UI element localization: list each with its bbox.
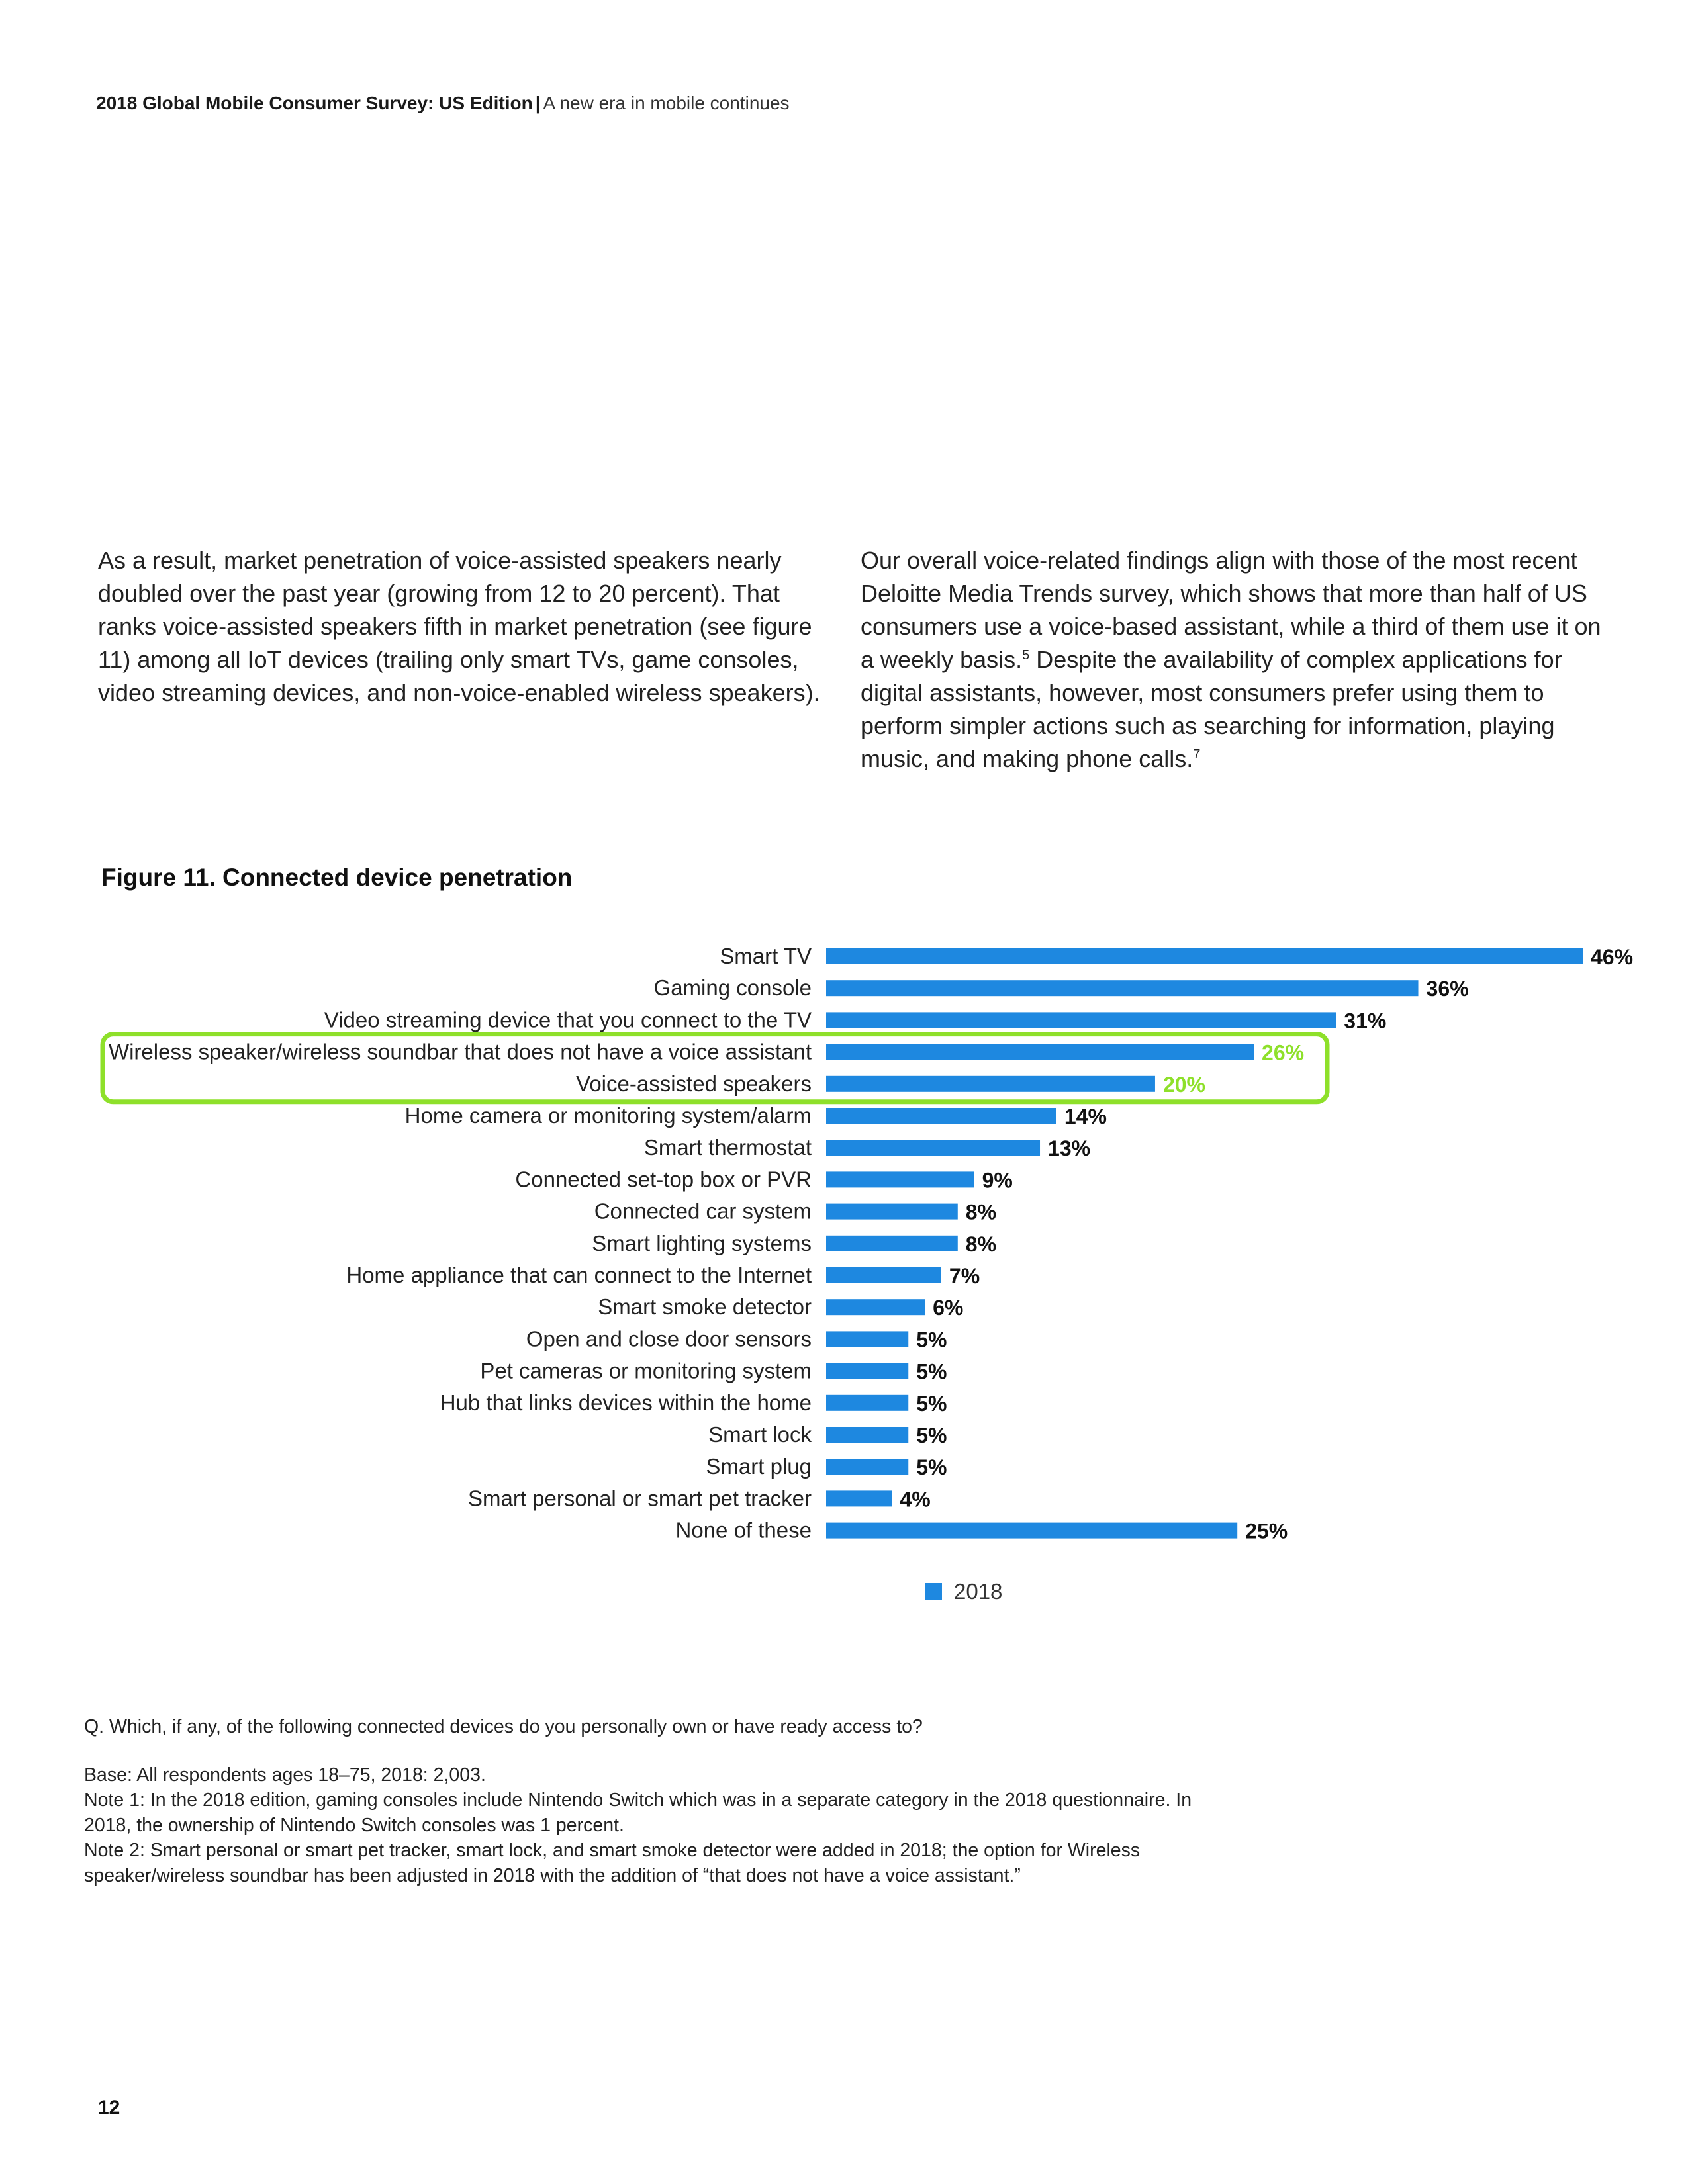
category-label-gaming-console: Gaming console <box>653 976 812 1001</box>
category-label-smart-personal-or-smart-pet-tracker: Smart personal or smart pet tracker <box>467 1486 812 1511</box>
value-label-none-of-these: 25% <box>1245 1519 1288 1543</box>
bar-smart-smoke-detector <box>826 1299 925 1315</box>
category-label-voice-assisted-speakers: Voice-assisted speakers <box>576 1071 812 1096</box>
figure-title: Figure 11. Connected device penetration <box>101 864 573 891</box>
bar-hub-that-links-devices-within-the-home <box>826 1395 908 1411</box>
category-label-pet-cameras-or-monitoring-system: Pet cameras or monitoring system <box>480 1358 812 1383</box>
category-label-video-streaming-device-that-you-connect-to-the-tv: Video streaming device that you connect to the TV <box>324 1007 812 1032</box>
value-label-home-camera-or-monitoring-system-alarm: 14% <box>1064 1105 1107 1128</box>
value-label-hub-that-links-devices-within-the-home: 5% <box>916 1391 947 1416</box>
category-label-home-camera-or-monitoring-system-alarm: Home camera or monitoring system/alarm <box>404 1103 812 1128</box>
category-label-smart-lighting-systems: Smart lighting systems <box>592 1230 812 1255</box>
bar-connected-car-system <box>826 1204 958 1220</box>
value-label-pet-cameras-or-monitoring-system: 5% <box>916 1359 947 1384</box>
legend-label-2018: 2018 <box>954 1579 1003 1604</box>
value-label-smart-lighting-systems: 8% <box>965 1232 997 1256</box>
bar-smart-thermostat <box>826 1140 1040 1156</box>
bar-gaming-console <box>826 980 1419 996</box>
bar-wireless-speaker-wireless-soundbar-that-does-not-have-a-voice-assistant <box>826 1044 1254 1060</box>
bar-home-appliance-that-can-connect-to-the-internet <box>826 1267 941 1283</box>
bar-smart-plug <box>826 1459 908 1475</box>
category-label-home-appliance-that-can-connect-to-the-internet: Home appliance that can connect to the Internet <box>346 1263 812 1287</box>
legend-swatch-2018 <box>925 1583 942 1600</box>
bar-smart-tv <box>826 948 1583 964</box>
page-number: 12 <box>98 2097 120 2118</box>
category-label-smart-plug: Smart plug <box>706 1454 812 1479</box>
bar-open-and-close-door-sensors <box>826 1331 908 1347</box>
value-label-home-appliance-that-can-connect-to-the-internet: 7% <box>949 1264 980 1288</box>
category-label-connected-set-top-box-or-pvr: Connected set-top box or PVR <box>515 1167 812 1192</box>
footnote-ref-7[interactable]: 7 <box>1193 747 1201 762</box>
header-separator: | <box>535 93 541 113</box>
bar-smart-personal-or-smart-pet-tracker <box>826 1490 892 1506</box>
note-1: Note 1: In the 2018 edition, gaming consoles include Nintendo Switch which was in a separate category in the 2018 questionnaire. In 2018, the ownership of Nintendo Switch consoles was 1 percent. <box>84 1790 1192 1836</box>
report-title: 2018 Global Mobile Consumer Survey: US Edition <box>96 93 533 113</box>
bar-voice-assisted-speakers <box>826 1076 1155 1092</box>
value-label-smart-thermostat: 13% <box>1048 1136 1091 1161</box>
bar-pet-cameras-or-monitoring-system <box>826 1363 908 1379</box>
survey-question: Q. Which, if any, of the following connected devices do you personally own or have ready access to? <box>84 1716 923 1737</box>
left-paragraph: As a result, market penetration of voice-assisted speakers nearly doubled over the past year (growing from 12 to 20 percent). That ranks voice-assisted speakers fifth in market penetration (see figure 11) among all IoT devices (trailing only smart TVs, game consoles, video streaming devices, and non-voice-enabled wireless speakers). <box>98 547 820 706</box>
category-label-connected-car-system: Connected car system <box>594 1199 812 1224</box>
category-label-smart-smoke-detector: Smart smoke detector <box>598 1295 812 1320</box>
bar-smart-lighting-systems <box>826 1236 958 1251</box>
category-label-smart-thermostat: Smart thermostat <box>643 1135 812 1160</box>
note-2: Note 2: Smart personal or smart pet tracker, smart lock, and smart smoke detector were added in 2018; the option for Wireless speaker/wireless soundbar has been adjusted in 2018 with the addition of “that does not have a voice assistant.” <box>84 1840 1141 1886</box>
bar-connected-set-top-box-or-pvr <box>826 1171 974 1187</box>
value-label-gaming-console: 36% <box>1426 977 1469 1001</box>
value-label-open-and-close-door-sensors: 5% <box>916 1328 947 1352</box>
report-subtitle: A new era in mobile continues <box>543 93 790 113</box>
bar-none-of-these <box>826 1523 1237 1539</box>
category-label-hub-that-links-devices-within-the-home: Hub that links devices within the home <box>440 1390 812 1415</box>
category-label-open-and-close-door-sensors: Open and close door sensors <box>526 1326 812 1351</box>
chart-legend <box>925 1579 1002 1604</box>
footnote-ref-5[interactable]: 5 <box>1022 648 1030 662</box>
category-label-smart-lock: Smart lock <box>708 1422 812 1447</box>
value-label-connected-set-top-box-or-pvr: 9% <box>982 1168 1013 1193</box>
category-label-none-of-these: None of these <box>675 1518 812 1543</box>
value-label-voice-assisted-speakers: 20% <box>1162 1072 1206 1097</box>
value-label-smart-personal-or-smart-pet-tracker: 4% <box>900 1487 931 1512</box>
value-label-smart-lock: 5% <box>916 1424 947 1447</box>
right-paragraph-part2: Despite the availability of complex applications for digital assistants, however, most consumers prefer using them to perform simpler actions such as searching for information, playing music, and making phone calls. <box>861 646 1562 772</box>
figure-notes <box>84 1714 1209 1888</box>
bar-video-streaming-device-that-you-connect-to-the-tv <box>826 1012 1336 1028</box>
base-note: Base: All respondents ages 18–75, 2018: 2,003. <box>84 1764 486 1786</box>
value-label-smart-plug: 5% <box>916 1455 947 1480</box>
value-label-connected-car-system: 8% <box>965 1200 997 1224</box>
value-label-smart-tv: 46% <box>1591 945 1634 969</box>
right-paragraph-part1: Our overall voice-related findings align with those of the most recent Deloitte Media Trends survey, which shows that more than half of US consumers use a voice-based assistant, while a third of them use it on a weekly basis. <box>861 547 1601 673</box>
bar-home-camera-or-monitoring-system-alarm <box>826 1108 1056 1124</box>
value-label-smart-smoke-detector: 6% <box>933 1296 964 1320</box>
bar-smart-lock <box>826 1427 908 1443</box>
value-label-wireless-speaker-wireless-soundbar-that-does-not-have-a-voice-assistant: 26% <box>1262 1040 1305 1065</box>
category-label-smart-tv: Smart TV <box>720 944 812 968</box>
value-label-video-streaming-device-that-you-connect-to-the-tv: 31% <box>1344 1009 1387 1033</box>
category-label-wireless-speaker-wireless-soundbar-that-does-not-have-a-voice-assistant: Wireless speaker/wireless soundbar that does not have a voice assistant <box>108 1039 812 1064</box>
